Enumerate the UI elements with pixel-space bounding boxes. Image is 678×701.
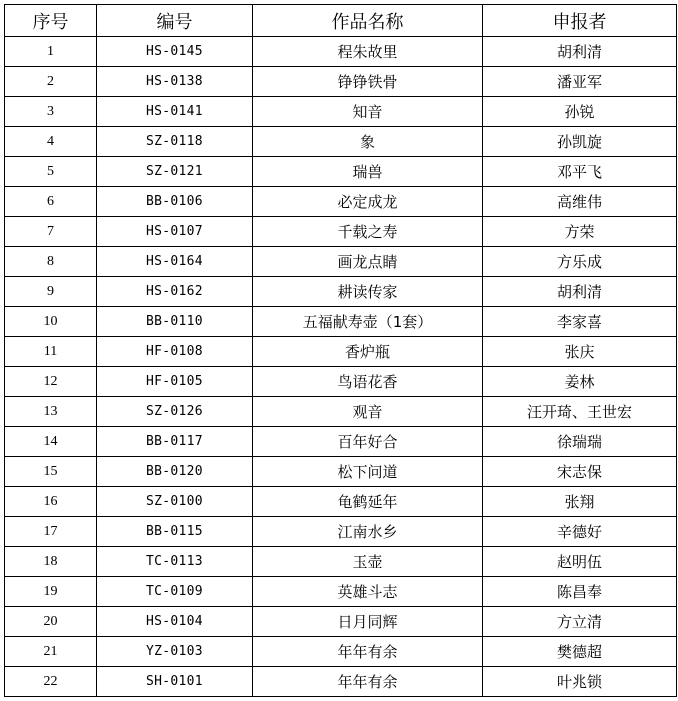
table-row: [5, 367, 677, 397]
table-row: [5, 517, 677, 547]
applicant-cell: 孙凯旋: [483, 127, 677, 157]
serial-number-cell: 15: [5, 457, 97, 487]
code-cell: HS-0141: [97, 97, 253, 127]
work-title-cell: 必定成龙: [253, 187, 483, 217]
table-row: [5, 637, 677, 667]
code-cell: BB-0106: [97, 187, 253, 217]
serial-number-cell: 10: [5, 307, 97, 337]
table-row: [5, 97, 677, 127]
header-work-title: 作品名称: [253, 5, 483, 37]
code-cell: HF-0108: [97, 337, 253, 367]
work-title-cell: 画龙点睛: [253, 247, 483, 277]
applicant-cell: 方荣: [483, 217, 677, 247]
serial-number-cell: 12: [5, 367, 97, 397]
serial-number-cell: 21: [5, 637, 97, 667]
applicant-cell: 汪开琦、王世宏: [483, 397, 677, 427]
serial-number-cell: 8: [5, 247, 97, 277]
table-row: [5, 337, 677, 367]
serial-number-cell: 3: [5, 97, 97, 127]
table-row: [5, 187, 677, 217]
header-serial-number: 序号: [5, 5, 97, 37]
work-title-cell: 江南水乡: [253, 517, 483, 547]
work-title-cell: 百年好合: [253, 427, 483, 457]
work-title-cell: 英雄斗志: [253, 577, 483, 607]
table-row: [5, 307, 677, 337]
code-cell: SZ-0121: [97, 157, 253, 187]
applicant-cell: 张翔: [483, 487, 677, 517]
work-title-cell: 鸟语花香: [253, 367, 483, 397]
table-row: [5, 547, 677, 577]
table-body: [5, 37, 677, 697]
table-row: [5, 397, 677, 427]
table-row: [5, 427, 677, 457]
serial-number-cell: 22: [5, 667, 97, 697]
serial-number-cell: 9: [5, 277, 97, 307]
table-row: [5, 487, 677, 517]
works-table: [4, 4, 677, 697]
table-row: [5, 457, 677, 487]
serial-number-cell: 13: [5, 397, 97, 427]
work-title-cell: 五福献寿壶（1套）: [253, 307, 483, 337]
serial-number-cell: 20: [5, 607, 97, 637]
work-title-cell: 象: [253, 127, 483, 157]
work-title-cell: 日月同辉: [253, 607, 483, 637]
table-row: [5, 67, 677, 97]
code-cell: SZ-0126: [97, 397, 253, 427]
applicant-cell: 高维伟: [483, 187, 677, 217]
applicant-cell: 孙锐: [483, 97, 677, 127]
work-title-cell: 玉壶: [253, 547, 483, 577]
applicant-cell: 徐瑞瑞: [483, 427, 677, 457]
applicant-cell: 樊德超: [483, 637, 677, 667]
serial-number-cell: 17: [5, 517, 97, 547]
work-title-cell: 千载之寿: [253, 217, 483, 247]
serial-number-cell: 1: [5, 37, 97, 67]
code-cell: TC-0113: [97, 547, 253, 577]
table-row: [5, 247, 677, 277]
code-cell: HS-0145: [97, 37, 253, 67]
table-row: [5, 607, 677, 637]
table-row: [5, 667, 677, 697]
serial-number-cell: 16: [5, 487, 97, 517]
applicant-cell: 叶兆锁: [483, 667, 677, 697]
serial-number-cell: 4: [5, 127, 97, 157]
applicant-cell: 辛德好: [483, 517, 677, 547]
applicant-cell: 方立清: [483, 607, 677, 637]
serial-number-cell: 6: [5, 187, 97, 217]
work-title-cell: 年年有余: [253, 667, 483, 697]
code-cell: HS-0138: [97, 67, 253, 97]
serial-number-cell: 7: [5, 217, 97, 247]
code-cell: BB-0120: [97, 457, 253, 487]
applicant-cell: 胡利清: [483, 37, 677, 67]
serial-number-cell: 2: [5, 67, 97, 97]
code-cell: HS-0164: [97, 247, 253, 277]
table-row: [5, 217, 677, 247]
work-title-cell: 松下问道: [253, 457, 483, 487]
table-row: [5, 277, 677, 307]
applicant-cell: 邓平飞: [483, 157, 677, 187]
code-cell: BB-0110: [97, 307, 253, 337]
applicant-cell: 张庆: [483, 337, 677, 367]
code-cell: SZ-0118: [97, 127, 253, 157]
work-title-cell: 知音: [253, 97, 483, 127]
header-applicant: 申报者: [483, 5, 677, 37]
applicant-cell: 姜林: [483, 367, 677, 397]
applicant-cell: 方乐成: [483, 247, 677, 277]
applicant-cell: 胡利清: [483, 277, 677, 307]
work-title-cell: 程朱故里: [253, 37, 483, 67]
code-cell: SH-0101: [97, 667, 253, 697]
work-title-cell: 耕读传家: [253, 277, 483, 307]
header-row: [5, 5, 677, 37]
code-cell: HF-0105: [97, 367, 253, 397]
work-title-cell: 铮铮铁骨: [253, 67, 483, 97]
work-title-cell: 瑞兽: [253, 157, 483, 187]
table-row: [5, 157, 677, 187]
code-cell: YZ-0103: [97, 637, 253, 667]
header-code: 编号: [97, 5, 253, 37]
code-cell: BB-0115: [97, 517, 253, 547]
serial-number-cell: 14: [5, 427, 97, 457]
applicant-cell: 陈昌奉: [483, 577, 677, 607]
table-row: [5, 37, 677, 67]
work-title-cell: 观音: [253, 397, 483, 427]
code-cell: HS-0107: [97, 217, 253, 247]
code-cell: BB-0117: [97, 427, 253, 457]
code-cell: SZ-0100: [97, 487, 253, 517]
table-row: [5, 577, 677, 607]
code-cell: TC-0109: [97, 577, 253, 607]
applicant-cell: 宋志保: [483, 457, 677, 487]
serial-number-cell: 18: [5, 547, 97, 577]
serial-number-cell: 19: [5, 577, 97, 607]
applicant-cell: 赵明伍: [483, 547, 677, 577]
code-cell: HS-0162: [97, 277, 253, 307]
serial-number-cell: 5: [5, 157, 97, 187]
code-cell: HS-0104: [97, 607, 253, 637]
work-title-cell: 香炉瓶: [253, 337, 483, 367]
serial-number-cell: 11: [5, 337, 97, 367]
work-title-cell: 龟鹤延年: [253, 487, 483, 517]
table-header: [5, 5, 677, 37]
work-title-cell: 年年有余: [253, 637, 483, 667]
table-row: [5, 127, 677, 157]
applicant-cell: 李家喜: [483, 307, 677, 337]
applicant-cell: 潘亚军: [483, 67, 677, 97]
